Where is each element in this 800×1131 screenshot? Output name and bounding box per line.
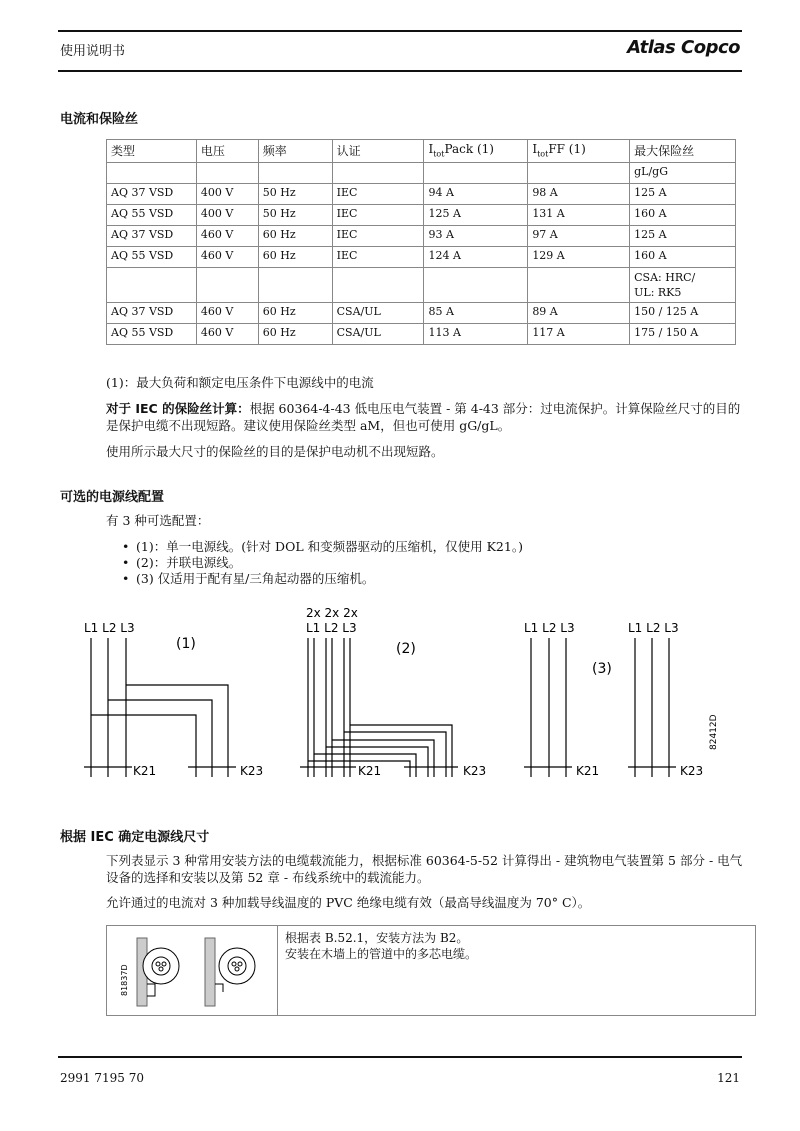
list-item: • (3) 仅适用于配有星/三角起动器的压缩机。 <box>122 571 523 587</box>
col-voltage: 电压 <box>196 140 258 163</box>
top-border <box>58 30 742 32</box>
table-cell: 60 Hz <box>258 324 332 345</box>
contactor-k21-label: K21 <box>358 764 382 778</box>
table-cell: 131 A <box>528 205 630 226</box>
config-label: (2) <box>396 641 416 657</box>
table-cell: 160 A <box>630 205 736 226</box>
footnote: (1)：最大负荷和额定电压条件下电源线中的电流 <box>106 375 374 390</box>
table-cell: 124 A <box>424 247 528 268</box>
table-subhead-row <box>107 268 736 303</box>
table-row <box>107 184 736 205</box>
col-max-fuse: 最大保险丝 <box>630 140 736 163</box>
col-itot-pack: $I_{tot}Pack$ (1) <box>424 140 528 163</box>
diagram-config-2 <box>300 606 486 778</box>
document-title: 使用说明书 <box>60 44 126 59</box>
table-cell: CSA/UL <box>332 303 424 324</box>
table-cell: IEC <box>332 226 424 247</box>
installation-method-box <box>106 925 756 1016</box>
config-label: (3) <box>592 661 612 677</box>
config-label: (1) <box>176 636 196 652</box>
table-cell: IEC <box>332 247 424 268</box>
table-row <box>107 205 736 226</box>
diagram-config-3 <box>524 621 719 778</box>
table-header-row <box>107 140 736 163</box>
cable-paragraph-1: 下列表显示 3 种常用安装方法的电缆载流能力，根据标准 60364-5-52 计算得出 - 建筑物电气装置第 5 部分 - 电气设备的选择和安装以及第 52 章 - 布线系统中的载流能力。 <box>106 853 743 885</box>
fuse-class-label: gL/gG <box>630 163 736 184</box>
fuse-table <box>106 139 736 345</box>
table-cell: 117 A <box>528 324 630 345</box>
max-fuse-paragraph: 使用所示最大尺寸的保险丝的目的是保护电动机不出现短路。 <box>106 444 444 459</box>
table-cell: AQ 37 VSD <box>107 226 197 247</box>
phase-labels: L1 L2 L3 <box>628 621 679 635</box>
table-cell: 50 Hz <box>258 205 332 226</box>
atlas-copco-logo: Atlas Copco <box>627 37 740 58</box>
table-cell: 89 A <box>528 303 630 324</box>
page-number: 121 <box>717 1071 740 1085</box>
table-cell: 125 A <box>630 184 736 205</box>
col-certification: 认证 <box>332 140 424 163</box>
table-cell: 93 A <box>424 226 528 247</box>
table-cell: 460 V <box>196 226 258 247</box>
table-cell: 113 A <box>424 324 528 345</box>
installation-method-text: 根据表 B.52.1，安装方法为 B2。 安装在木墙上的管道中的多芯电缆。 <box>285 931 478 961</box>
table-row <box>107 303 736 324</box>
table-cell: 150 / 125 A <box>630 303 736 324</box>
table-cell: CSA/UL <box>332 324 424 345</box>
diagram-code: 82412D <box>709 714 719 750</box>
table-cell: 460 V <box>196 247 258 268</box>
col-type: 类型 <box>107 140 197 163</box>
phase-labels: L1 L2 L3 <box>306 621 357 635</box>
table-row <box>107 247 736 268</box>
col-itot-ff: $I_{tot}FF$ (1) <box>528 140 630 163</box>
table-cell: 460 V <box>196 303 258 324</box>
table-subhead-row <box>107 163 736 184</box>
cable-in-wall-illustration <box>115 936 275 1008</box>
table-cell: 60 Hz <box>258 247 332 268</box>
parallel-labels: 2x 2x 2x <box>306 606 358 620</box>
table-cell: AQ 37 VSD <box>107 184 197 205</box>
table-cell: 175 / 150 A <box>630 324 736 345</box>
list-item: • (2)：并联电源线。 <box>122 555 523 571</box>
table-cell: AQ 37 VSD <box>107 303 197 324</box>
contactor-k23-label: K23 <box>463 764 487 778</box>
csa-fuse-class-label: CSA: HRC/ UL: RK5 <box>630 268 736 303</box>
table-cell: AQ 55 VSD <box>107 324 197 345</box>
contactor-k23-label: K23 <box>240 764 264 778</box>
table-cell: 400 V <box>196 205 258 226</box>
table-cell: 160 A <box>630 247 736 268</box>
box-divider <box>277 926 278 1015</box>
options-intro: 有 3 种可选配置： <box>106 513 210 528</box>
contactor-k23-label: K23 <box>680 764 704 778</box>
phase-labels: L1 L2 L3 <box>84 621 135 635</box>
table-cell: IEC <box>332 184 424 205</box>
document-number: 2991 7195 70 <box>60 1071 144 1085</box>
table-cell: 125 A <box>424 205 528 226</box>
table-cell: 60 Hz <box>258 226 332 247</box>
image-code: 81837D <box>120 964 129 996</box>
footer-rule <box>58 1056 742 1058</box>
col-frequency: 频率 <box>258 140 332 163</box>
table-cell: 94 A <box>424 184 528 205</box>
table-cell: AQ 55 VSD <box>107 247 197 268</box>
contactor-k21-label: K21 <box>576 764 600 778</box>
options-list <box>122 539 523 587</box>
table-cell: 85 A <box>424 303 528 324</box>
list-item: • (1)：单一电源线。(针对 DOL 和变频器驱动的压缩机，仅使用 K21。) <box>122 539 523 555</box>
section-heading-cable: 根据 IEC 确定电源线尺寸 <box>60 830 210 845</box>
contactor-k21-label: K21 <box>133 764 157 778</box>
cable-paragraph-2: 允许通过的电流对 3 种加载导线温度的 PVC 绝缘电缆有效（最高导线温度为 70° C）。 <box>106 895 591 910</box>
table-cell: 50 Hz <box>258 184 332 205</box>
diagram-config-1 <box>84 621 263 778</box>
table-cell: 98 A <box>528 184 630 205</box>
table-cell: 97 A <box>528 226 630 247</box>
table-row <box>107 324 736 345</box>
table-cell: 60 Hz <box>258 303 332 324</box>
table-cell: 129 A <box>528 247 630 268</box>
section-heading-options: 可选的电源线配置 <box>60 490 165 505</box>
table-cell: 400 V <box>196 184 258 205</box>
wiring-diagram <box>0 595 800 795</box>
table-cell: AQ 55 VSD <box>107 205 197 226</box>
section-heading-fuses: 电流和保险丝 <box>60 112 139 127</box>
header-rule <box>58 70 742 72</box>
fuse-calc-paragraph: 对于 IEC 的保险丝计算：根据 60364-4-43 低电压电气装置 - 第 4-43 部分：过电流保护。计算保险丝尺寸的目的是保护电缆不出现短路。建议使用保险丝类型 aM，但也可使用 gG/gL。 <box>106 401 741 433</box>
table-row <box>107 226 736 247</box>
table-cell: IEC <box>332 205 424 226</box>
table-cell: 460 V <box>196 324 258 345</box>
phase-labels: L1 L2 L3 <box>524 621 575 635</box>
table-cell: 125 A <box>630 226 736 247</box>
